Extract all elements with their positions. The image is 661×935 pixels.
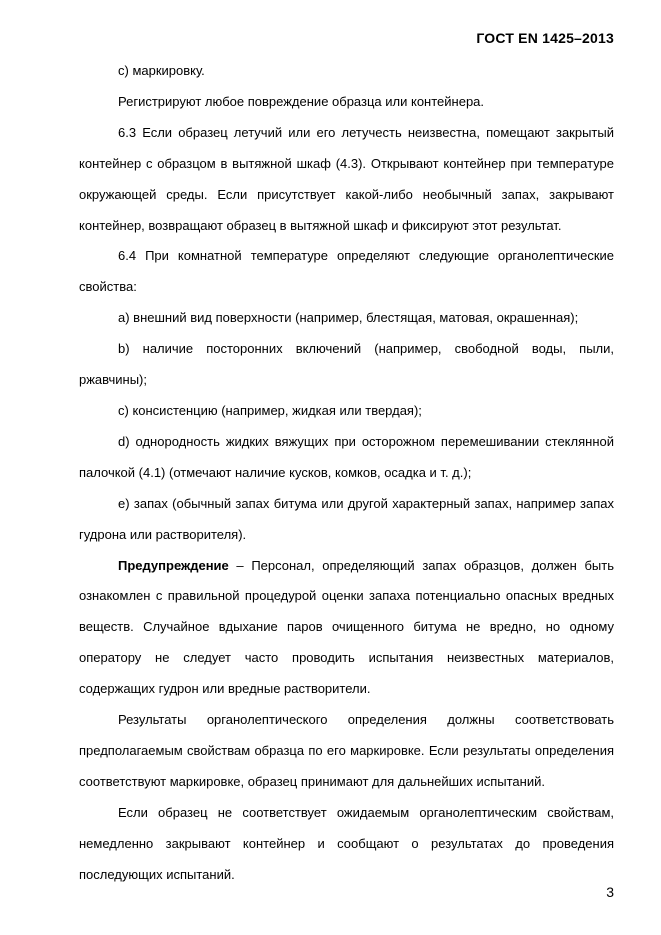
list-item-e: e) запах (обычный запах битума или другой характерный запах, например запах гудрона или растворителя). xyxy=(79,495,614,542)
paragraph-item-c-marking: c) маркировку. xyxy=(118,63,205,78)
paragraph-6-4: 6.4 При комнатной температуре определяют следующие органолептические свойства: xyxy=(79,248,614,295)
page-number: 3 xyxy=(606,884,614,900)
warning-title: Предупреждение xyxy=(118,557,229,573)
paragraph-results-conformity: Результаты органолептического определения должны соответствовать предполагаемым свойствам образца по его маркировке. Если результаты определения соответствуют маркировке, образец принимают для дальнейших испытаний. xyxy=(79,712,614,789)
list-item-b: b) наличие посторонних включений (например, свободной воды, пыли, ржавчины); xyxy=(79,341,614,388)
list-item-a: a) внешний вид поверхности (например, блестящая, матовая, окрашенная); xyxy=(118,310,579,326)
warning-text: – Персонал, определяющий запах образцов, должен быть ознакомлен с правильной процедурой оценки запаха потенциально опасных вредных веществ. Случайное вдыхание паров очищенного битума не вредно, но одному оператору не следует часто проводить испытания неизвестных материалов, содержащих гудрон или вредные растворители. xyxy=(79,557,614,697)
paragraph-damage-registration: Регистрируют любое повреждение образца или контейнера. xyxy=(118,93,485,109)
paragraph-nonconformity: Если образец не соответствует ожидаемым органолептическим свойствам, немедленно закрывают контейнер и сообщают о результатах до проведения последующих испытаний. xyxy=(79,804,614,882)
paragraph-6-3: 6.3 Если образец летучий или его летучесть неизвестна, помещают закрытый контейнер с образцом в вытяжной шкаф (4.3). Открывают контейнер при температуре окружающей среды. Если присутствует какой-либо необычный запах, закрывают контейнер, возвращают образец в вытяжной шкаф и фиксируют этот результат. xyxy=(79,124,614,233)
list-item-c: c) консистенцию (например, жидкая или твердая); xyxy=(118,402,422,418)
standard-header: ГОСТ EN 1425–2013 xyxy=(476,30,614,46)
warning-paragraph xyxy=(79,551,614,706)
body-text xyxy=(79,56,614,890)
list-item-d: d) однородность жидких вяжущих при осторожном перемешивании стеклянной палочкой (4.1) (отмечают наличие кусков, комков, осадка и т. д.); xyxy=(79,433,614,480)
